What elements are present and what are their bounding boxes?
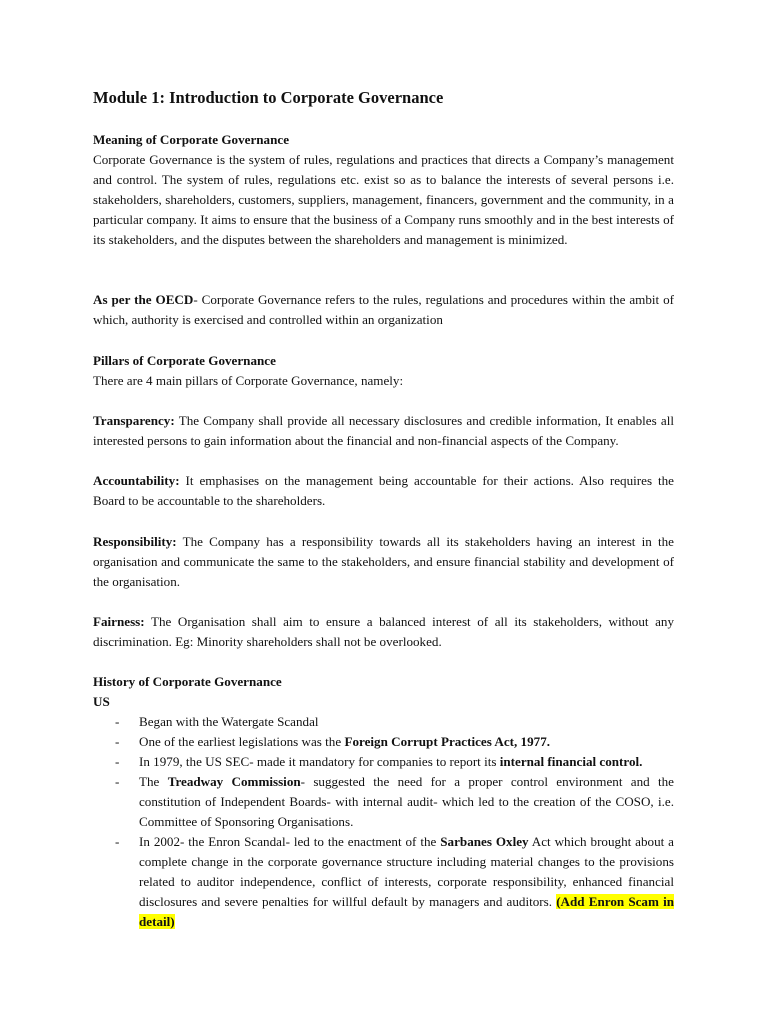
- meaning-heading: Meaning of Corporate Governance: [93, 132, 290, 147]
- page-title: Module 1: Introduction to Corporate Governance: [93, 88, 444, 107]
- list-item: - The Treadway Commission- suggested the need for a proper control environment and the constitution of Independent Boards- with internal audit- which led to the creation of the COSO, i.e. Committee of Sponsoring Organisations.: [115, 774, 674, 829]
- pillar-responsibility: [93, 532, 674, 592]
- oecd-section: [93, 290, 674, 330]
- pillar-accountability: [93, 471, 674, 511]
- highlight-note: (Add Enron Scam in detail): [139, 894, 674, 929]
- dash-bullet: -: [115, 714, 120, 729]
- pillars-heading: Pillars of Corporate Governance: [93, 353, 276, 368]
- dash-bullet: -: [115, 834, 120, 849]
- oecd-lead: As per the OECD: [93, 292, 194, 307]
- pillar-label: Accountability:: [93, 473, 180, 488]
- history-list: [93, 712, 674, 932]
- pillar-fairness: [93, 612, 674, 652]
- pillar-transparency: [93, 411, 674, 451]
- meaning-section: [93, 130, 674, 250]
- pillar-text: The Company shall provide all necessary disclosures and credible information, It enables all interested persons to gain information about the financial and non-financial aspects of the Company.: [93, 413, 674, 448]
- meaning-body: Corporate Governance is the system of rules, regulations and practices that directs a Company’s management and control. The system of rules, regulations etc. exist so as to balance the interests of several persons i.e. stakeholders, shareholders, customers, suppliers, management, financers, government and the community, in a particular company. It aims to ensure that the business of a Company runs smoothly and in the best interests of its stakeholders, and the disputes between the shareholders and management is minimized.: [93, 152, 674, 247]
- dash-bullet: -: [115, 754, 120, 769]
- history-subheading-us: US: [93, 694, 110, 709]
- dash-bullet: -: [115, 734, 120, 749]
- oecd-body: - Corporate Governance refers to the rules, regulations and procedures within the ambit of which, authority is exercised and controlled within an organization: [93, 292, 674, 327]
- pillars-section: [93, 351, 674, 391]
- pillar-label: Transparency:: [93, 413, 175, 428]
- pillar-label: Fairness:: [93, 614, 145, 629]
- history-section: [93, 672, 674, 932]
- list-item: - In 2002- the Enron Scandal- led to the enactment of the Sarbanes Oxley Act which brought about a complete change in the corporate governance structure including material changes to the provisions related to auditor independence, conflict of interests, corporate responsibility, enhanced financial disclosures and severe penalties for willful default by managers and auditors. (Add Enron Scam in detail): [115, 834, 674, 929]
- pillar-text: The Organisation shall aim to ensure a balanced interest of all its stakeholders, without any discrimination. Eg: Minority shareholders shall not be overlooked.: [93, 614, 674, 649]
- dash-bullet: -: [115, 774, 120, 789]
- list-item: - In 1979, the US SEC- made it mandatory for companies to report its internal financial control.: [93, 752, 674, 772]
- pillars-intro: There are 4 main pillars of Corporate Governance, namely:: [93, 373, 404, 388]
- list-item: - Began with the Watergate Scandal: [93, 712, 674, 732]
- pillar-label: Responsibility:: [93, 534, 177, 549]
- history-heading: History of Corporate Governance: [93, 674, 282, 689]
- pillar-text: The Company has a responsibility towards all its stakeholders having an interest in the organisation and communicate the same to the stakeholders, and ensure financial stability and development of the organisation.: [93, 534, 674, 589]
- list-item: - One of the earliest legislations was the Foreign Corrupt Practices Act, 1977.: [93, 732, 674, 752]
- pillar-text: It emphasises on the management being accountable for their actions. Also requires the Board to be accountable to the shareholders.: [93, 473, 674, 508]
